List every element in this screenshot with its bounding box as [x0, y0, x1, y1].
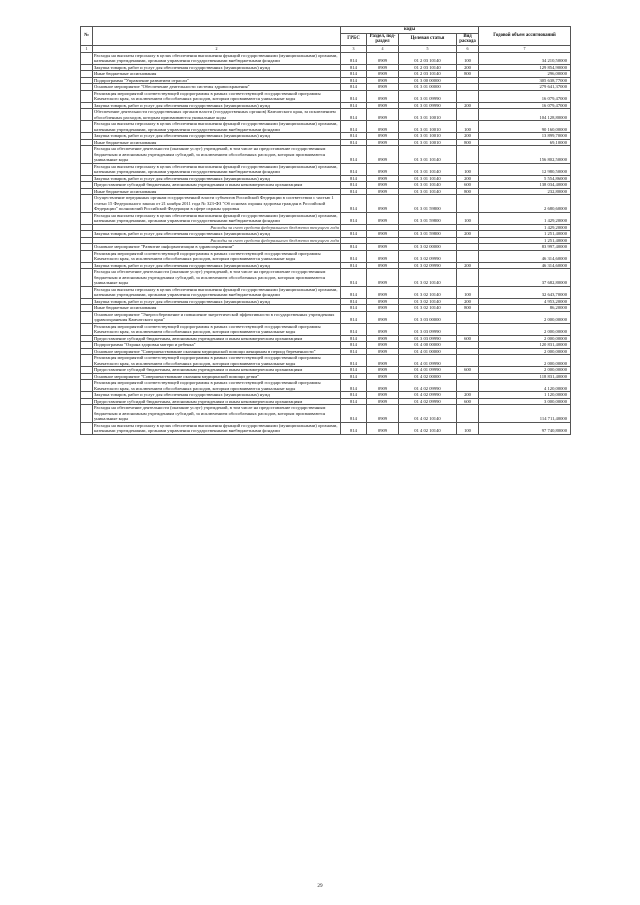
- rzpr-cell: 0909: [367, 422, 399, 434]
- col-index: 7: [479, 45, 571, 52]
- csr-cell: 01 3 00 00000: [399, 77, 457, 84]
- row-name-cell: Расходы за счет средств федерального бюджета текущего года: [93, 224, 341, 231]
- vr-cell: [457, 195, 479, 213]
- vr-cell: 100: [457, 422, 479, 434]
- budget-table: [80, 26, 571, 435]
- grbs-cell: 814: [341, 182, 367, 189]
- grbs-cell: 814: [341, 163, 367, 175]
- table-row: [81, 250, 571, 262]
- sum-cell: 12 980,50000: [479, 163, 571, 175]
- csr-cell: 01 3 03 00000: [399, 311, 457, 323]
- row-number-cell: [81, 90, 93, 102]
- row-name-cell: Расходы на обеспечение деятельности (оказание услуг) учреждений, в том числе на предоставление государственным бюджетным и автономным учреждениям субсидий, за исключением обособленных расходов, которым присваиваются уникальные коды: [93, 146, 341, 164]
- vr-cell: 100: [457, 163, 479, 175]
- table-body: [81, 52, 571, 434]
- rzpr-cell: 0909: [367, 311, 399, 323]
- sum-cell: 2 000,00000: [479, 348, 571, 355]
- row-name-cell: Закупка товаров, работ и услуг для обеспечения государственных (муниципальных) нужд: [93, 298, 341, 305]
- csr-cell: 01 3 01 10140: [399, 182, 457, 189]
- sum-cell: 104 128,80000: [479, 109, 571, 121]
- vr-cell: 200: [457, 102, 479, 109]
- sum-cell: 1 429,20000: [479, 224, 571, 231]
- grbs-cell: 814: [341, 212, 367, 224]
- row-name-cell: Расходы на выплаты персоналу в целях обеспечения выполнения функций государственными (муниципальными) органами, казенными учреждениями, органами управления государственными внебюджетными фондами: [93, 163, 341, 175]
- vr-cell: 200: [457, 175, 479, 182]
- row-name-cell: Основное мероприятие "Совершенствование оказания медицинской помощи женщинам в период беременности": [93, 348, 341, 355]
- table-row: [81, 355, 571, 367]
- sum-cell: 2 000,00000: [479, 335, 571, 342]
- row-name-cell: Расходы на выплаты персоналу в целях обеспечения выполнения функций государственными (муниципальными) органами, казенными учреждениями, органами управления государственными внебюджетными фондами: [93, 52, 341, 64]
- sum-cell: 83 997,40000: [479, 244, 571, 251]
- vr-cell: [457, 355, 479, 367]
- rzpr-cell: 0909: [367, 373, 399, 380]
- csr-cell: 01 3 01 09990: [399, 90, 457, 102]
- sum-cell: 4 953,20000: [479, 298, 571, 305]
- vr-cell: 100: [457, 52, 479, 64]
- vr-cell: [457, 146, 479, 164]
- rzpr-cell: 0909: [367, 367, 399, 374]
- row-name-cell: Предоставление субсидий бюджетным, автономным учреждениям и иным некоммерческим организациям: [93, 367, 341, 374]
- vr-cell: [457, 90, 479, 102]
- row-name-cell: Основное мероприятие "Обеспечение деятельности системы здравоохранения": [93, 84, 341, 91]
- vr-cell: 100: [457, 286, 479, 298]
- vr-cell: [457, 380, 479, 392]
- csr-cell: 01 4 02 09990: [399, 380, 457, 392]
- table-row: [81, 323, 571, 335]
- vr-cell: 800: [457, 188, 479, 195]
- rzpr-cell: 0909: [367, 109, 399, 121]
- row-name-cell: Основное мероприятие "Развитие информатизации в здравоохранении": [93, 244, 341, 251]
- csr-cell: 01 4 00 00000: [399, 342, 457, 349]
- row-number-cell: [81, 121, 93, 133]
- csr-cell: 01 3 01 59800: [399, 231, 457, 238]
- row-name-cell: Обеспечение деятельности государственных органов власти (государственных органов) Камчатского края, за исключением обособленных расходов, которым присваиваются уникальные коды: [93, 109, 341, 121]
- table-row: [81, 405, 571, 423]
- rzpr-cell: 0909: [367, 323, 399, 335]
- sum-cell: 120 831,40000: [479, 342, 571, 349]
- vr-cell: 100: [457, 121, 479, 133]
- sum-cell: 69,10000: [479, 139, 571, 146]
- header-vr: Вид расхода: [457, 33, 479, 45]
- csr-cell: 01 4 02 10140: [399, 422, 457, 434]
- rzpr-cell: 0909: [367, 64, 399, 71]
- vr-cell: 600: [457, 335, 479, 342]
- rzpr-cell: 0909: [367, 298, 399, 305]
- vr-cell: 200: [457, 298, 479, 305]
- row-number-cell: [81, 422, 93, 434]
- grbs-cell: 814: [341, 139, 367, 146]
- rzpr-cell: 0909: [367, 195, 399, 213]
- sum-cell: 305 638,77000: [479, 77, 571, 84]
- sum-cell: 156 802,50000: [479, 146, 571, 164]
- sum-cell: 129 854,90000: [479, 64, 571, 71]
- sum-cell: 1 251,40000: [479, 237, 571, 244]
- csr-cell: 01 3 01 10140: [399, 188, 457, 195]
- row-name-cell: Закупка товаров, работ и услуг для обеспечения государственных (муниципальных) нужд: [93, 262, 341, 269]
- csr-cell: 01 4 01 00000: [399, 348, 457, 355]
- row-name-cell: Закупка товаров, работ и услуг для обеспечения государственных (муниципальных) нужд: [93, 392, 341, 399]
- row-name-cell: Расходы на выплаты персоналу в целях обеспечения выполнения функций государственными (муниципальными) органами, казенными учреждениями, органами управления государственными внебюджетными фондами: [93, 286, 341, 298]
- csr-cell: 01 3 02 09990: [399, 262, 457, 269]
- csr-cell: 01 3 02 10140: [399, 305, 457, 312]
- rzpr-cell: 0909: [367, 335, 399, 342]
- grbs-cell: 814: [341, 133, 367, 140]
- grbs-cell: 814: [341, 109, 367, 121]
- rzpr-cell: 0909: [367, 405, 399, 423]
- row-number-cell: [81, 269, 93, 287]
- header-name: [93, 27, 341, 46]
- table-row: [81, 121, 571, 133]
- grbs-cell: 814: [341, 231, 367, 238]
- row-name-cell: Закупка товаров, работ и услуг для обеспечения государственных (муниципальных) нужд: [93, 64, 341, 71]
- rzpr-cell: 0909: [367, 244, 399, 251]
- row-number-cell: [81, 195, 93, 213]
- sum-cell: 4 120,00000: [479, 380, 571, 392]
- vr-cell: [457, 269, 479, 287]
- sum-cell: 2 000,00000: [479, 311, 571, 323]
- csr-cell: 01 4 02 10140: [399, 405, 457, 423]
- rzpr-cell: 0909: [367, 121, 399, 133]
- csr-cell: 01 3 03 09990: [399, 335, 457, 342]
- sum-cell: 5 554,86000: [479, 175, 571, 182]
- row-name-cell: Предоставление субсидий бюджетным, автономным учреждениям и иным некоммерческим организациям: [93, 335, 341, 342]
- sum-cell: 37 682,80000: [479, 269, 571, 287]
- header-grbs: ГРБС: [341, 33, 367, 45]
- rzpr-cell: 0909: [367, 212, 399, 224]
- grbs-cell: 814: [341, 348, 367, 355]
- grbs-cell: 814: [341, 405, 367, 423]
- col-index: 3: [341, 45, 367, 52]
- row-number-cell: [81, 212, 93, 224]
- header-rzpr: Раздел, под-раздел: [367, 33, 399, 45]
- row-number-cell: [81, 311, 93, 323]
- csr-cell: 01 4 02 09990: [399, 392, 457, 399]
- row-name-cell: Предоставление субсидий бюджетным, автономным учреждениям и иным некоммерческим организациям: [93, 398, 341, 405]
- table-row: [81, 163, 571, 175]
- row-number-cell: [81, 355, 93, 367]
- rzpr-cell: 0909: [367, 71, 399, 78]
- table-row: [81, 286, 571, 298]
- sum-cell: 232,80000: [479, 188, 571, 195]
- rzpr-cell: 0909: [367, 342, 399, 349]
- grbs-cell: 814: [341, 298, 367, 305]
- row-name-cell: Подпрограмма "Охрана здоровья матери и ребенка": [93, 342, 341, 349]
- sum-cell: 138 034,40000: [479, 182, 571, 189]
- grbs-cell: 814: [341, 77, 367, 84]
- rzpr-cell: 0909: [367, 262, 399, 269]
- column-index-row: [81, 45, 571, 52]
- row-name-cell: Реализация мероприятий соответствующей подпрограммы в рамках соответствующей государственной программы Камчатского края, за исключением обособленных расходов, которым присваиваются уникальные коды: [93, 380, 341, 392]
- csr-cell: 01 3 02 00000: [399, 244, 457, 251]
- sum-cell: 32 643,70000: [479, 286, 571, 298]
- row-name-cell: Реализация мероприятий соответствующей подпрограммы в рамках соответствующей государственной программы Камчатского края, за исключением обособленных расходов, которым присваиваются уникальные коды: [93, 90, 341, 102]
- csr-cell: 01 3 02 10140: [399, 298, 457, 305]
- grbs-cell: 814: [341, 335, 367, 342]
- sum-cell: 97 740,80000: [479, 422, 571, 434]
- col-index: 5: [399, 45, 457, 52]
- grbs-cell: 814: [341, 269, 367, 287]
- rzpr-cell: 0909: [367, 348, 399, 355]
- rzpr-cell: 0909: [367, 133, 399, 140]
- col-index: 2: [93, 45, 341, 52]
- sum-cell: 16 079,47000: [479, 102, 571, 109]
- row-name-cell: Предоставление субсидий бюджетным, автономным учреждениям и иным некоммерческим организациям: [93, 182, 341, 189]
- sum-cell: 13 899,70000: [479, 133, 571, 140]
- row-name-cell: Реализация мероприятий соответствующей подпрограммы в рамках соответствующей государственной программы Камчатского края, за исключением обособленных расходов, которым присваиваются уникальные коды: [93, 355, 341, 367]
- rzpr-cell: 0909: [367, 77, 399, 84]
- row-name-cell: Основное мероприятие "Энергосбережение и повышение энергетической эффективности в государственных учреждениях здравоохранения Камчатского края": [93, 311, 341, 323]
- row-name-cell: Реализация мероприятий соответствующей подпрограммы в рамках соответствующей государственной программы Камчатского края, за исключением обособленных расходов, которым присваиваются уникальные коды: [93, 323, 341, 335]
- rzpr-cell: 0909: [367, 84, 399, 91]
- sum-cell: 118 831,40000: [479, 373, 571, 380]
- sum-cell: 34 210,50000: [479, 52, 571, 64]
- table-row: [81, 90, 571, 102]
- grbs-cell: 814: [341, 305, 367, 312]
- rzpr-cell: 0909: [367, 392, 399, 399]
- rzpr-cell: 0909: [367, 175, 399, 182]
- sum-cell: 296,00000: [479, 71, 571, 78]
- budget-document: [80, 26, 570, 435]
- table-row: [81, 195, 571, 213]
- row-name-cell: Расходы на обеспечение деятельности (оказание услуг) учреждений, в том числе на предоставление государственным бюджетным и автономным учреждениям субсидий, за исключением обособленных расходов, которым присваиваются уникальные коды: [93, 269, 341, 287]
- csr-cell: 01 3 02 10140: [399, 269, 457, 287]
- grbs-cell: 814: [341, 342, 367, 349]
- table-row: [81, 380, 571, 392]
- vr-cell: [457, 311, 479, 323]
- row-number-cell: [81, 146, 93, 164]
- csr-cell: 01 3 01 10010: [399, 121, 457, 133]
- table-row: [81, 109, 571, 121]
- sum-cell: 46 314,60000: [479, 250, 571, 262]
- grbs-cell: 814: [341, 262, 367, 269]
- sum-cell: 1 251,40000: [479, 231, 571, 238]
- grbs-cell: 814: [341, 146, 367, 164]
- rzpr-cell: 0909: [367, 269, 399, 287]
- sum-cell: 86,20000: [479, 305, 571, 312]
- rzpr-cell: 0909: [367, 188, 399, 195]
- table-row: [81, 311, 571, 323]
- row-number-cell: [81, 109, 93, 121]
- row-name-cell: Расходы на выплаты персоналу в целях обеспечения выполнения функций государственными (муниципальными) органами, казенными учреждениями, органами управления государственными внебюджетными фондами: [93, 422, 341, 434]
- row-name-cell: Иные бюджетные ассигнования: [93, 139, 341, 146]
- sum-cell: 279 641,37000: [479, 84, 571, 91]
- csr-cell: 01 3 02 09990: [399, 250, 457, 262]
- csr-cell: 01 2 03 10140: [399, 52, 457, 64]
- grbs-cell: 814: [341, 195, 367, 213]
- sum-cell: 3 000,00000: [479, 398, 571, 405]
- rzpr-cell: 0909: [367, 146, 399, 164]
- row-number-cell: [81, 405, 93, 423]
- header-no: №: [81, 27, 93, 46]
- row-name-cell: Основное мероприятие "Совершенствование оказания медицинской помощи детям": [93, 373, 341, 380]
- table-row: [81, 52, 571, 64]
- sum-cell: 2 000,00000: [479, 367, 571, 374]
- vr-cell: 200: [457, 231, 479, 238]
- rzpr-cell: 0909: [367, 250, 399, 262]
- rzpr-cell: 0909: [367, 380, 399, 392]
- row-number-cell: [81, 286, 93, 298]
- row-name-cell: Реализация мероприятий соответствующей подпрограммы в рамках соответствующей государственной программы Камчатского края, за исключением обособленных расходов, которым присваиваются уникальные коды: [93, 250, 341, 262]
- rzpr-cell: 0909: [367, 90, 399, 102]
- vr-cell: 600: [457, 398, 479, 405]
- row-number-cell: [81, 250, 93, 262]
- vr-cell: 800: [457, 305, 479, 312]
- row-number-cell: [81, 52, 93, 64]
- grbs-cell: 814: [341, 380, 367, 392]
- table-row: [81, 269, 571, 287]
- grbs-cell: 814: [341, 323, 367, 335]
- grbs-cell: 814: [341, 311, 367, 323]
- csr-cell: 01 3 01 59800: [399, 212, 457, 224]
- sum-cell: 90 160,00000: [479, 121, 571, 133]
- grbs-cell: 814: [341, 90, 367, 102]
- vr-cell: 200: [457, 262, 479, 269]
- grbs-cell: 814: [341, 244, 367, 251]
- row-name-cell: Закупка товаров, работ и услуг для обеспечения государственных (муниципальных) нужд: [93, 133, 341, 140]
- rzpr-cell: 0909: [367, 52, 399, 64]
- sum-cell: 1 120,00000: [479, 392, 571, 399]
- grbs-cell: 814: [341, 286, 367, 298]
- row-name-cell: Осуществление переданных органам государственной власти субъектов Российской Федерации в соответствии с частью 1 статьи 15 Федерального закона от 21 ноября 2011 года № 323-ФЗ "Об основах охраны здоровья граждан в Российской Федерации" полномочий Российской Федерации в сфере охраны здоровья: [93, 195, 341, 213]
- page-number: 29: [317, 883, 323, 889]
- grbs-cell: 814: [341, 392, 367, 399]
- row-name-cell: Подпрограмма "Управление развитием отрасли": [93, 77, 341, 84]
- col-index: 4: [367, 45, 399, 52]
- vr-cell: [457, 405, 479, 423]
- csr-cell: 01 3 01 10140: [399, 175, 457, 182]
- csr-cell: 01 4 02 00000: [399, 373, 457, 380]
- csr-cell: 01 3 01 10010: [399, 133, 457, 140]
- csr-cell: 01 4 01 09990: [399, 367, 457, 374]
- sum-cell: 16 079,47000: [479, 90, 571, 102]
- sum-cell: 46 314,60000: [479, 262, 571, 269]
- vr-cell: 200: [457, 133, 479, 140]
- vr-cell: 200: [457, 392, 479, 399]
- col-index: 6: [457, 45, 479, 52]
- vr-cell: 600: [457, 182, 479, 189]
- sum-cell: 2 000,00000: [479, 355, 571, 367]
- vr-cell: 600: [457, 367, 479, 374]
- vr-cell: 100: [457, 212, 479, 224]
- sum-cell: 2 000,00000: [479, 323, 571, 335]
- row-name-cell: Закупка товаров, работ и услуг для обеспечения государственных (муниципальных) нужд: [93, 102, 341, 109]
- vr-cell: [457, 250, 479, 262]
- rzpr-cell: 0909: [367, 182, 399, 189]
- table-row: [81, 212, 571, 224]
- rzpr-cell: 0909: [367, 398, 399, 405]
- header-codes: коды: [341, 27, 479, 34]
- table-row: [81, 422, 571, 434]
- csr-cell: 01 3 01 00000: [399, 84, 457, 91]
- row-number-cell: [81, 323, 93, 335]
- grbs-cell: 814: [341, 355, 367, 367]
- vr-cell: 800: [457, 139, 479, 146]
- rzpr-cell: 0909: [367, 102, 399, 109]
- grbs-cell: 814: [341, 121, 367, 133]
- row-name-cell: Расходы на выплаты персоналу в целях обеспечения выполнения функций государственными (муниципальными) органами, казенными учреждениями, органами управления государственными внебюджетными фондами: [93, 212, 341, 224]
- csr-cell: 01 3 01 09990: [399, 102, 457, 109]
- grbs-cell: 814: [341, 250, 367, 262]
- row-name-cell: Иные бюджетные ассигнования: [93, 305, 341, 312]
- grbs-cell: 814: [341, 71, 367, 78]
- grbs-cell: 814: [341, 64, 367, 71]
- csr-cell: 01 3 03 09990: [399, 323, 457, 335]
- sum-cell: 2 680,60000: [479, 195, 571, 213]
- grbs-cell: 814: [341, 367, 367, 374]
- header-csr: Целевая статья: [399, 33, 457, 45]
- csr-cell: 01 3 01 59800: [399, 195, 457, 213]
- csr-cell: 01 4 01 09990: [399, 355, 457, 367]
- csr-cell: 01 3 01 10010: [399, 109, 457, 121]
- rzpr-cell: 0909: [367, 231, 399, 238]
- csr-cell: 01 3 01 10140: [399, 163, 457, 175]
- vr-cell: [457, 109, 479, 121]
- row-name-cell: Закупка товаров, работ и услуг для обеспечения государственных (муниципальных) нужд: [93, 175, 341, 182]
- rzpr-cell: 0909: [367, 139, 399, 146]
- csr-cell: 01 3 01 10140: [399, 146, 457, 164]
- row-name-cell: Расходы на обеспечение деятельности (оказание услуг) учреждений, в том числе на предоставление государственным бюджетным и автономным учреждениям субсидий, за исключением обособленных расходов, которым присваиваются уникальные коды: [93, 405, 341, 423]
- table-row: [81, 146, 571, 164]
- row-name-cell: Расходы за счет средств федерального бюджета текущего года: [93, 237, 341, 244]
- rzpr-cell: 0909: [367, 163, 399, 175]
- grbs-cell: 814: [341, 373, 367, 380]
- grbs-cell: 814: [341, 398, 367, 405]
- rzpr-cell: 0909: [367, 305, 399, 312]
- rzpr-cell: 0909: [367, 286, 399, 298]
- csr-cell: 01 3 02 10140: [399, 286, 457, 298]
- grbs-cell: 814: [341, 422, 367, 434]
- row-name-cell: Иные бюджетные ассигнования: [93, 71, 341, 78]
- vr-cell: 200: [457, 64, 479, 71]
- row-number-cell: [81, 380, 93, 392]
- csr-cell: 01 2 03 10140: [399, 71, 457, 78]
- vr-cell: [457, 323, 479, 335]
- header-sum: Годовой объем ассигнований: [479, 27, 571, 46]
- csr-cell: 01 4 02 09990: [399, 398, 457, 405]
- grbs-cell: 814: [341, 175, 367, 182]
- rzpr-cell: 0909: [367, 355, 399, 367]
- sum-cell: 114 711,40000: [479, 405, 571, 423]
- row-name-cell: Расходы на выплаты персоналу в целях обеспечения выполнения функций государственными (муниципальными) органами, казенными учреждениями, органами управления государственными внебюджетными фондами: [93, 121, 341, 133]
- sum-cell: 1 429,20000: [479, 212, 571, 224]
- row-name-cell: Иные бюджетные ассигнования: [93, 188, 341, 195]
- csr-cell: 01 3 01 10010: [399, 139, 457, 146]
- csr-cell: 01 2 03 10140: [399, 64, 457, 71]
- grbs-cell: 814: [341, 52, 367, 64]
- vr-cell: 800: [457, 71, 479, 78]
- grbs-cell: 814: [341, 102, 367, 109]
- row-number-cell: [81, 163, 93, 175]
- col-index: 1: [81, 45, 93, 52]
- grbs-cell: 814: [341, 188, 367, 195]
- row-name-cell: Закупка товаров, работ и услуг для обеспечения государственных (муниципальных) нужд: [93, 231, 341, 238]
- grbs-cell: 814: [341, 84, 367, 91]
